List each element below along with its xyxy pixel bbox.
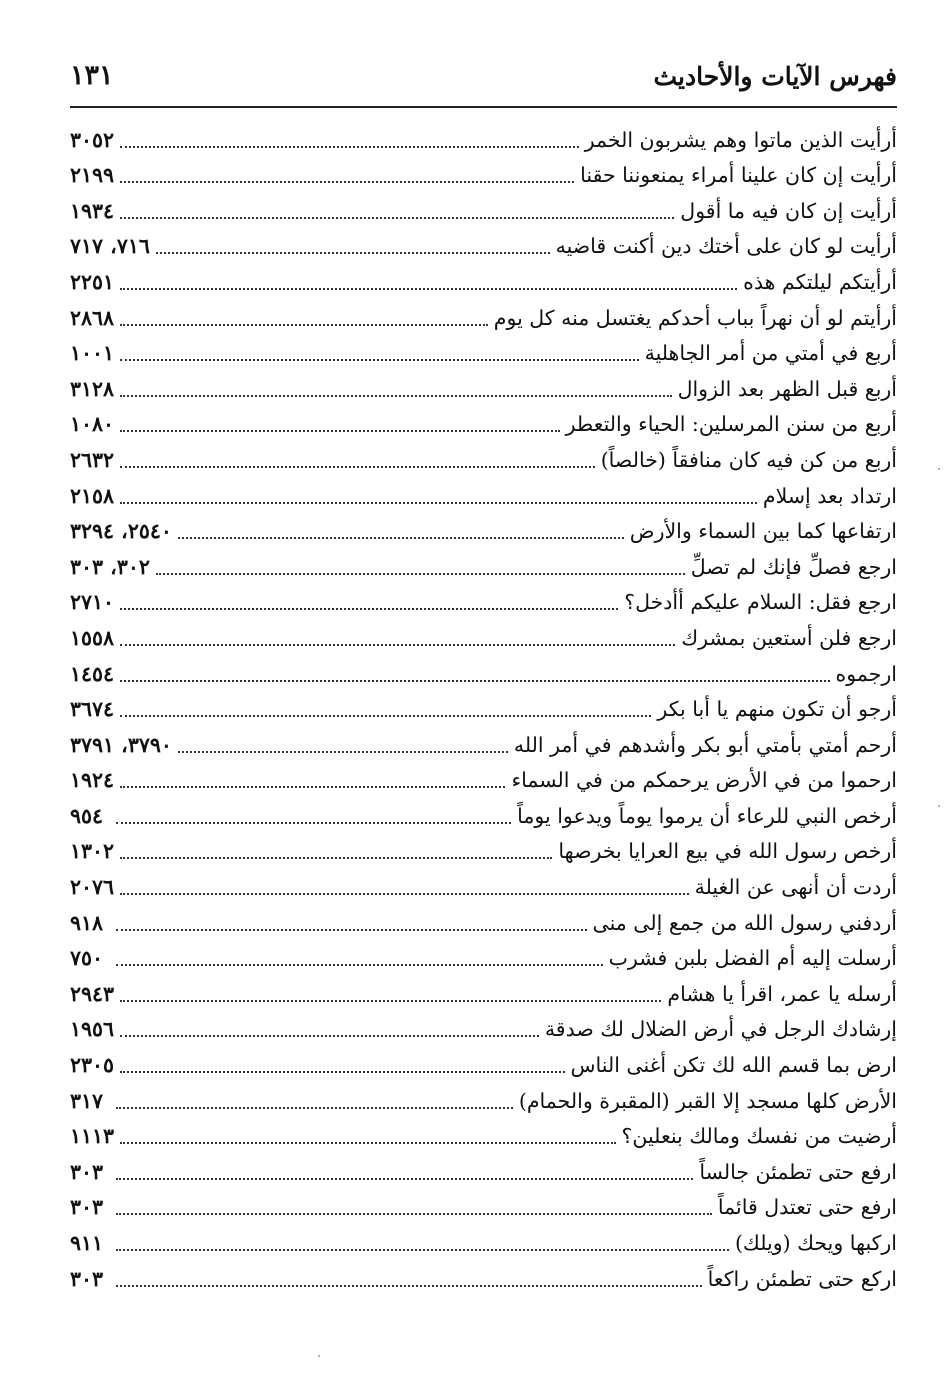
- entry-text: أرسلت إليه أم الفضل بلبن فشرب: [608, 946, 897, 971]
- index-entry: [70, 798, 897, 834]
- dot-leader: [120, 395, 672, 397]
- entry-text: ارفع حتى تعتدل قائماً: [717, 1195, 897, 1220]
- entry-reference-number: ١٩٢٤: [70, 768, 115, 793]
- dot-leader: [116, 1107, 513, 1109]
- entry-reference-number: ٣٧٩٠، ٣٧٩١: [70, 732, 172, 757]
- entry-text: أردت أن أنهى عن الغيلة: [694, 875, 897, 900]
- entry-text: ارجع فصلِّ فإنك لم تصلِّ: [690, 554, 897, 579]
- dot-leader: [120, 288, 737, 290]
- entry-reference-number: ٣٠٢، ٣٠٣: [70, 554, 150, 579]
- dot-leader: [120, 608, 618, 610]
- index-entry: [70, 229, 897, 265]
- index-entries-list: [70, 122, 897, 1297]
- dot-leader: [116, 1178, 693, 1180]
- index-entry: [70, 941, 897, 977]
- entry-text: ارجموه: [835, 661, 897, 686]
- index-entry: [70, 193, 897, 229]
- entry-text: أرخص رسول الله في بيع العرايا بخرصها: [558, 839, 897, 864]
- index-entry: [70, 763, 897, 799]
- entry-text: اركع حتى تطمئن راكعاً: [707, 1266, 897, 1291]
- dot-leader: [116, 1213, 712, 1215]
- entry-text: أردفني رسول الله من جمع إلى منى: [592, 910, 897, 935]
- index-entry: [70, 620, 897, 656]
- dot-leader: [120, 502, 757, 504]
- index-entry: [70, 442, 897, 478]
- dot-leader: [120, 466, 595, 468]
- index-entry: [70, 692, 897, 728]
- entry-text: الأرض كلها مسجد إلا القبر (المقبرة والحمام): [518, 1088, 897, 1113]
- entry-text: ارجع فقل: السلام عليكم أأدخل؟: [624, 590, 897, 615]
- dot-leader: [120, 146, 579, 148]
- dot-leader: [120, 680, 830, 682]
- index-entry: [70, 1261, 897, 1297]
- entry-text: أرأيت إن كان علينا أمراء يمنعوننا حقنا: [580, 163, 897, 188]
- dot-leader: [116, 822, 511, 824]
- entry-reference-number: ٧٥٠: [70, 946, 104, 971]
- dot-leader: [156, 252, 550, 254]
- entry-text: أرأيتم لو أن نهراً بباب أحدكم يغتسل منه كل يوم: [493, 305, 897, 330]
- entry-reference-number: ٣١٢٨: [70, 376, 115, 401]
- entry-reference-number: ١٤٥٤: [70, 661, 115, 686]
- dot-leader: [120, 786, 505, 788]
- dot-leader: [120, 324, 488, 326]
- entry-reference-number: ١٣٠٢: [70, 839, 115, 864]
- entry-text: ارتداد بعد إسلام: [762, 483, 897, 508]
- dot-leader: [116, 964, 603, 966]
- entry-text: اركبها ويحك (ويلك): [734, 1231, 897, 1255]
- dot-leader: [120, 857, 552, 859]
- index-entry: [70, 656, 897, 692]
- entry-reference-number: ٢٢٥١: [70, 269, 115, 294]
- entry-text: أرضيت من نفسك ومالك بنعلين؟: [621, 1124, 897, 1149]
- index-entry: [70, 834, 897, 870]
- index-entry: [70, 1012, 897, 1048]
- entry-reference-number: ١٩٥٦: [70, 1017, 115, 1042]
- index-entry: [70, 514, 897, 550]
- entry-text: أرحم أمتي بأمتي أبو بكر وأشدهم في أمر الله: [513, 732, 897, 757]
- entry-text: أرأيتكم ليلتكم هذه: [743, 269, 897, 294]
- dot-leader: [178, 751, 508, 753]
- entry-text: أرأيت الذين ماتوا وهم يشربون الخمر: [584, 127, 897, 152]
- entry-text: أربع قبل الظهر بعد الزوال: [677, 376, 897, 401]
- dot-leader: [178, 537, 624, 539]
- entry-reference-number: ٢٣٠٥: [70, 1053, 115, 1078]
- entry-reference-number: ٣٠٣: [70, 1159, 104, 1184]
- entry-reference-number: ٩١١: [70, 1231, 104, 1255]
- index-entry: [70, 1119, 897, 1155]
- entry-text: أرأيت لو كان على أختك دين أكنت قاضيه: [555, 234, 897, 259]
- index-entry: [70, 1083, 897, 1119]
- scan-speck: [938, 468, 940, 470]
- index-entry: [70, 869, 897, 905]
- entry-reference-number: ٣٦٧٤: [70, 697, 115, 722]
- entry-text: ارتفاعها كما بين السماء والأرض: [629, 519, 897, 544]
- entry-text: إرشادك الرجل في أرض الضلال لك صدقة: [544, 1017, 897, 1042]
- dot-leader: [120, 217, 674, 219]
- dot-leader: [120, 1142, 615, 1144]
- index-entry: [70, 585, 897, 621]
- page-header: [70, 58, 897, 108]
- entry-reference-number: ١٠٨٠: [70, 412, 115, 437]
- entry-text: أرسله يا عمر، اقرأ يا هشام: [667, 981, 897, 1006]
- dot-leader: [120, 715, 651, 717]
- dot-leader: [120, 1000, 661, 1002]
- entry-reference-number: ١٩٣٤: [70, 198, 115, 223]
- entry-text: أربع من سنن المرسلين: الحياء والتعطر: [565, 412, 897, 437]
- index-entry: [70, 336, 897, 372]
- entry-reference-number: ٢٥٤٠، ٣٢٩٤: [70, 519, 172, 544]
- scan-speck: [938, 805, 940, 807]
- index-entry: [70, 727, 897, 763]
- index-entry: [70, 158, 897, 194]
- index-entry: [70, 905, 897, 941]
- index-entry: [70, 1154, 897, 1190]
- dot-leader: [120, 430, 560, 432]
- dot-leader: [120, 1035, 539, 1037]
- entry-text: أرجو أن تكون منهم يا أبا بكر: [657, 697, 897, 722]
- entry-text: أرخص النبي للرعاء أن يرموا يوماً ويدعوا يوماً: [517, 803, 897, 828]
- index-entry: [70, 976, 897, 1012]
- dot-leader: [156, 573, 685, 575]
- entry-reference-number: ٢٠٧٦: [70, 875, 115, 900]
- scan-speck: [318, 1355, 320, 1357]
- entry-text: أربع من كن فيه كان منافقاً (خالصاً): [600, 447, 897, 472]
- dot-leader: [116, 1285, 702, 1287]
- entry-reference-number: ٢٦٣٢: [70, 447, 115, 472]
- dot-leader: [120, 1071, 564, 1073]
- page-number: ١٣١: [70, 60, 114, 91]
- entry-reference-number: ٢١٥٨: [70, 483, 115, 508]
- dot-leader: [120, 644, 675, 646]
- entry-reference-number: ٢٨٦٨: [70, 305, 115, 330]
- index-entry: [70, 407, 897, 443]
- entry-reference-number: ٢٩٤٣: [70, 981, 115, 1006]
- index-entry: [70, 1225, 897, 1261]
- entry-reference-number: ٢١٩٩: [70, 163, 115, 188]
- index-entry: [70, 371, 897, 407]
- entry-reference-number: ٩٥٤: [70, 803, 104, 828]
- entry-text: أربع في أمتي من أمر الجاهلية: [644, 341, 897, 366]
- index-entry: [70, 1047, 897, 1083]
- dot-leader: [120, 893, 689, 895]
- index-entry: [70, 264, 897, 300]
- entry-reference-number: ٣٠٣: [70, 1195, 104, 1220]
- entry-reference-number: ١٠٠١: [70, 341, 115, 366]
- dot-leader: [116, 1249, 729, 1251]
- entry-text: ارجع فلن أستعين بمشرك: [681, 625, 897, 650]
- index-entry: [70, 549, 897, 585]
- entry-reference-number: ٢٧١٠: [70, 590, 115, 615]
- entry-reference-number: ٣٠٣: [70, 1266, 104, 1291]
- entry-reference-number: ٣١٧: [70, 1088, 104, 1113]
- dot-leader: [120, 359, 639, 361]
- entry-reference-number: ٣٠٥٢: [70, 127, 115, 152]
- dot-leader: [120, 181, 574, 183]
- running-title: فهرس الآيات والأحاديث: [653, 62, 897, 91]
- dot-leader: [116, 929, 587, 931]
- index-entry: [70, 478, 897, 514]
- entry-text: ارض بما قسم الله لك تكن أغنى الناس: [570, 1053, 897, 1078]
- index-entry: [70, 1190, 897, 1226]
- entry-reference-number: ١١١٣: [70, 1124, 115, 1149]
- entry-text: ارفع حتى تطمئن جالساً: [699, 1159, 897, 1184]
- index-entry: [70, 122, 897, 158]
- entry-reference-number: ٧١٦، ٧١٧: [70, 234, 150, 259]
- entry-reference-number: ٩١٨: [70, 910, 104, 935]
- entry-reference-number: ١٥٥٨: [70, 625, 115, 650]
- entry-text: ارحموا من في الأرض يرحمكم من في السماء: [511, 768, 897, 793]
- index-entry: [70, 300, 897, 336]
- entry-text: أرأيت إن كان فيه ما أقول: [680, 198, 897, 223]
